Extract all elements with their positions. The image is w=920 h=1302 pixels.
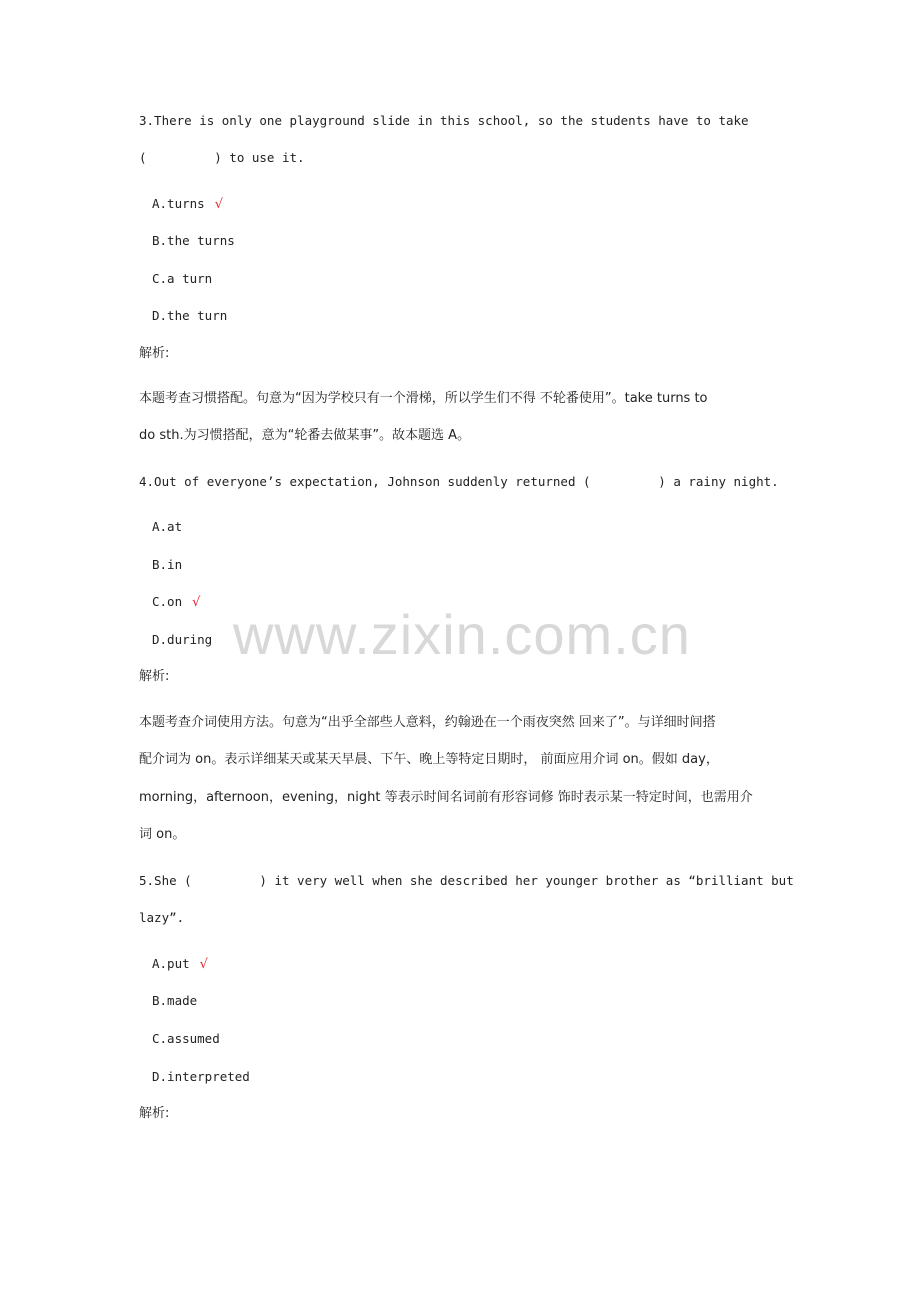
q3-option-a [152,195,223,214]
q3-analysis-label: 解析: [139,346,170,361]
option-label: A.turns [152,196,205,211]
correct-check-icon: √ [199,957,208,972]
q3-option-c: C.a turn [152,271,213,286]
q4-option-b: B.in [152,557,183,572]
q4-analysis-line-4: 词 on。 [139,827,186,842]
option-label: A.put [152,956,190,971]
q4-analysis-line-1: 本题考查介词使用方法。句意为“出乎全部些人意料，约翰逊在一个雨夜突然 回来了”。与详细时间搭 [139,715,716,730]
q5-analysis-label: 解析: [139,1106,170,1121]
q3-option-d: D.the turn [152,308,228,323]
q4-analysis-line-2: 配介词为 on。表示详细某天或某天早晨、下午、晚上等特定日期时， 前面应用介词 on。假如 day， [139,752,719,767]
question-4-stem-line-1: 4.Out of everyone’s expectation, Johnson suddenly returned ( ) a rainy night. [139,474,779,489]
q3-analysis-line-2: do sth.为习惯搭配，意为“轮番去做某事”。故本题选 A。 [139,428,471,443]
question-5-stem-line-2: lazy”. [139,910,185,925]
q4-option-d: D.during [152,632,213,647]
watermark: www.zixin.com.cn [233,603,691,666]
q5-option-c: C.assumed [152,1031,220,1046]
question-3-stem-line-2: ( ) to use it. [139,150,305,165]
q4-analysis-line-3: morning，afternoon，evening，night 等表示时间名词前有形容词修 饰时表示某一特定时间，也需用介 [139,790,753,805]
question-3-stem-line-1: 3.There is only one playground slide in this school, so the students have to take [139,113,749,128]
question-5-stem-line-1: 5.She ( ) it very well when she described her younger brother as “brilliant but [139,873,794,888]
correct-check-icon: √ [214,197,223,212]
q3-analysis-line-1: 本题考查习惯搭配。句意为“因为学校只有一个滑梯，所以学生们不得 不轮番使用”。take turns to [139,391,708,406]
option-label: C.on [152,594,183,609]
q5-option-b: B.made [152,993,198,1008]
q4-option-a: A.at [152,519,183,534]
correct-check-icon: √ [192,595,201,610]
q3-option-b: B.the turns [152,233,235,248]
q4-analysis-label: 解析: [139,669,170,684]
q4-option-c [152,593,200,612]
q5-option-a [152,955,208,974]
q5-option-d: D.interpreted [152,1069,250,1084]
